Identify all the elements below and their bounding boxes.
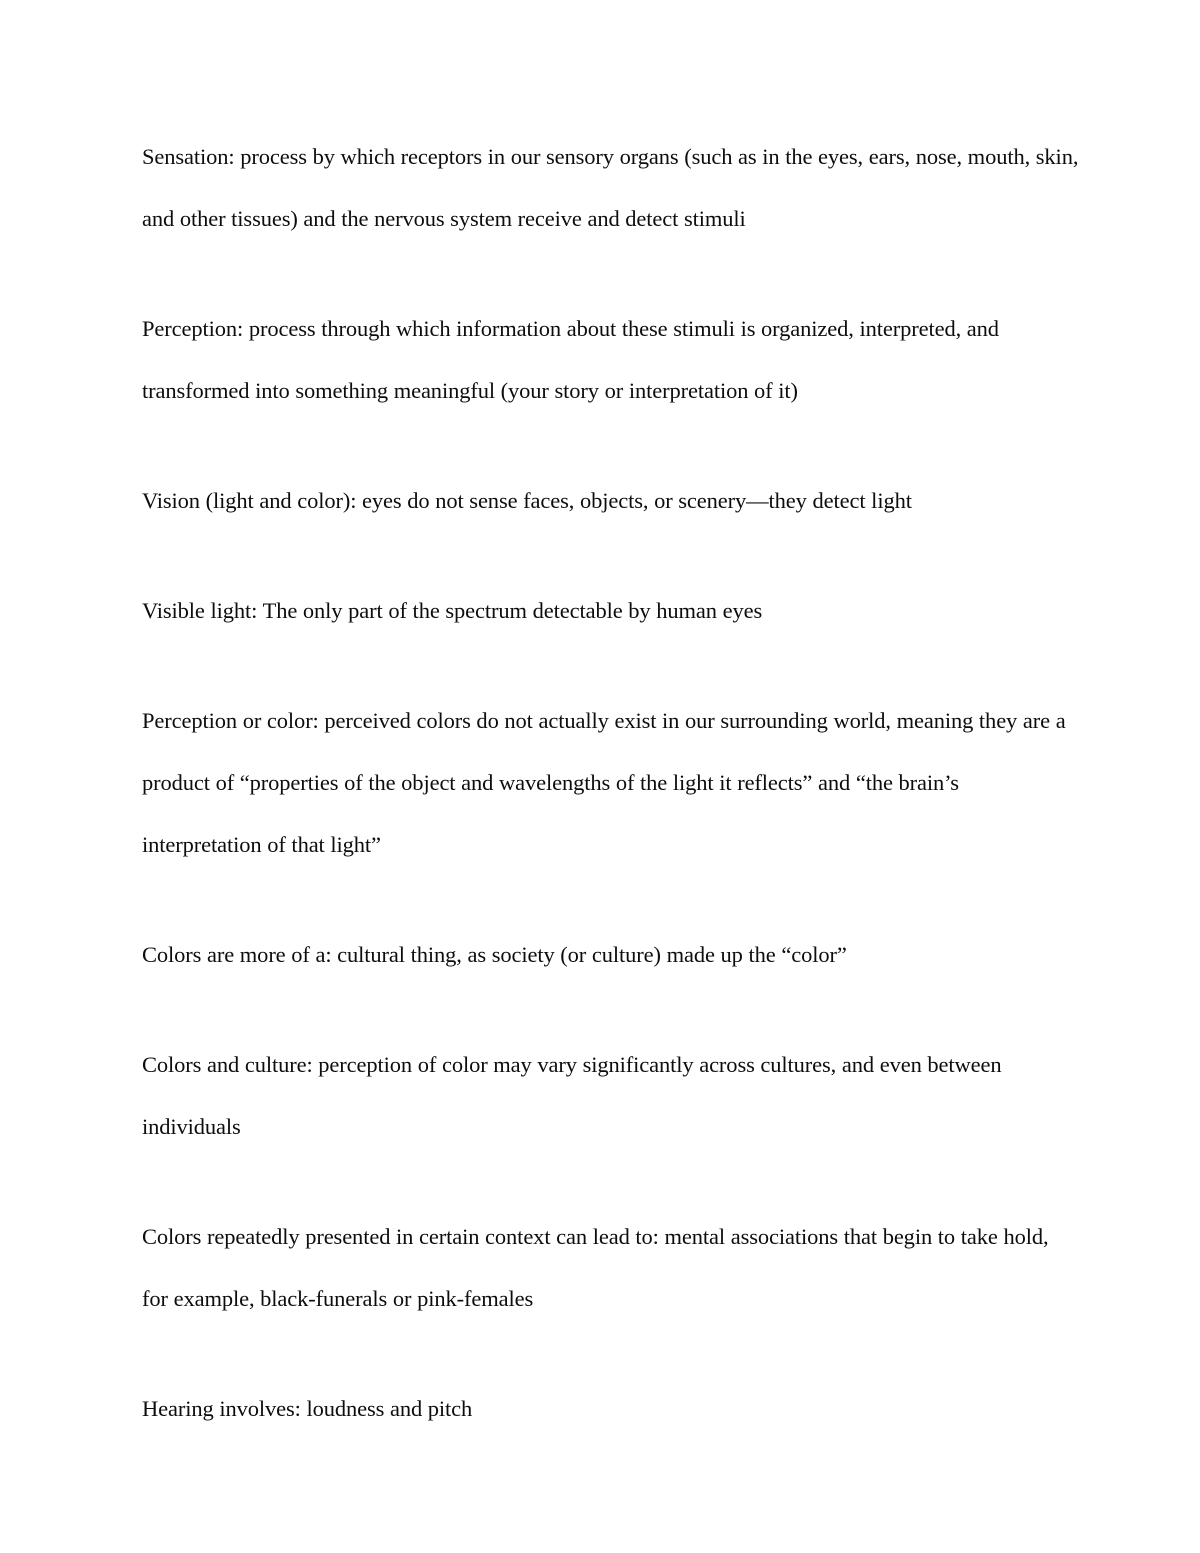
paragraph-hearing: Hearing involves: loudness and pitch bbox=[142, 1396, 473, 1421]
paragraph-colors-context: Colors repeatedly presented in certain context can lead to: mental associations that begin to take hold, for example, black-funerals or pink-females bbox=[142, 1224, 1049, 1311]
paragraph-colors-and-culture: Colors and culture: perception of color may vary significantly across cultures, and even between individuals bbox=[142, 1052, 1002, 1139]
paragraph-visible-light: Visible light: The only part of the spectrum detectable by human eyes bbox=[142, 598, 763, 623]
paragraph-perception: Perception: process through which information about these stimuli is organized, interpreted, and transformed into something meaningful (your story or interpretation of it) bbox=[142, 316, 999, 403]
paragraph-perception-or-color: Perception or color: perceived colors do not actually exist in our surrounding world, meaning they are a product of “properties of the object and wavelengths of the light it reflects” and “the brain’s interpretation of that light” bbox=[142, 708, 1066, 857]
document-text-body bbox=[142, 126, 1080, 1440]
paragraph-colors-cultural: Colors are more of a: cultural thing, as society (or culture) made up the “color” bbox=[142, 942, 847, 967]
paragraph-vision: Vision (light and color): eyes do not sense faces, objects, or scenery—they detect light bbox=[142, 488, 912, 513]
paragraph-sensation: Sensation: process by which receptors in our sensory organs (such as in the eyes, ears, nose, mouth, skin, and other tissues) and the nervous system receive and detect stimuli bbox=[142, 144, 1079, 231]
